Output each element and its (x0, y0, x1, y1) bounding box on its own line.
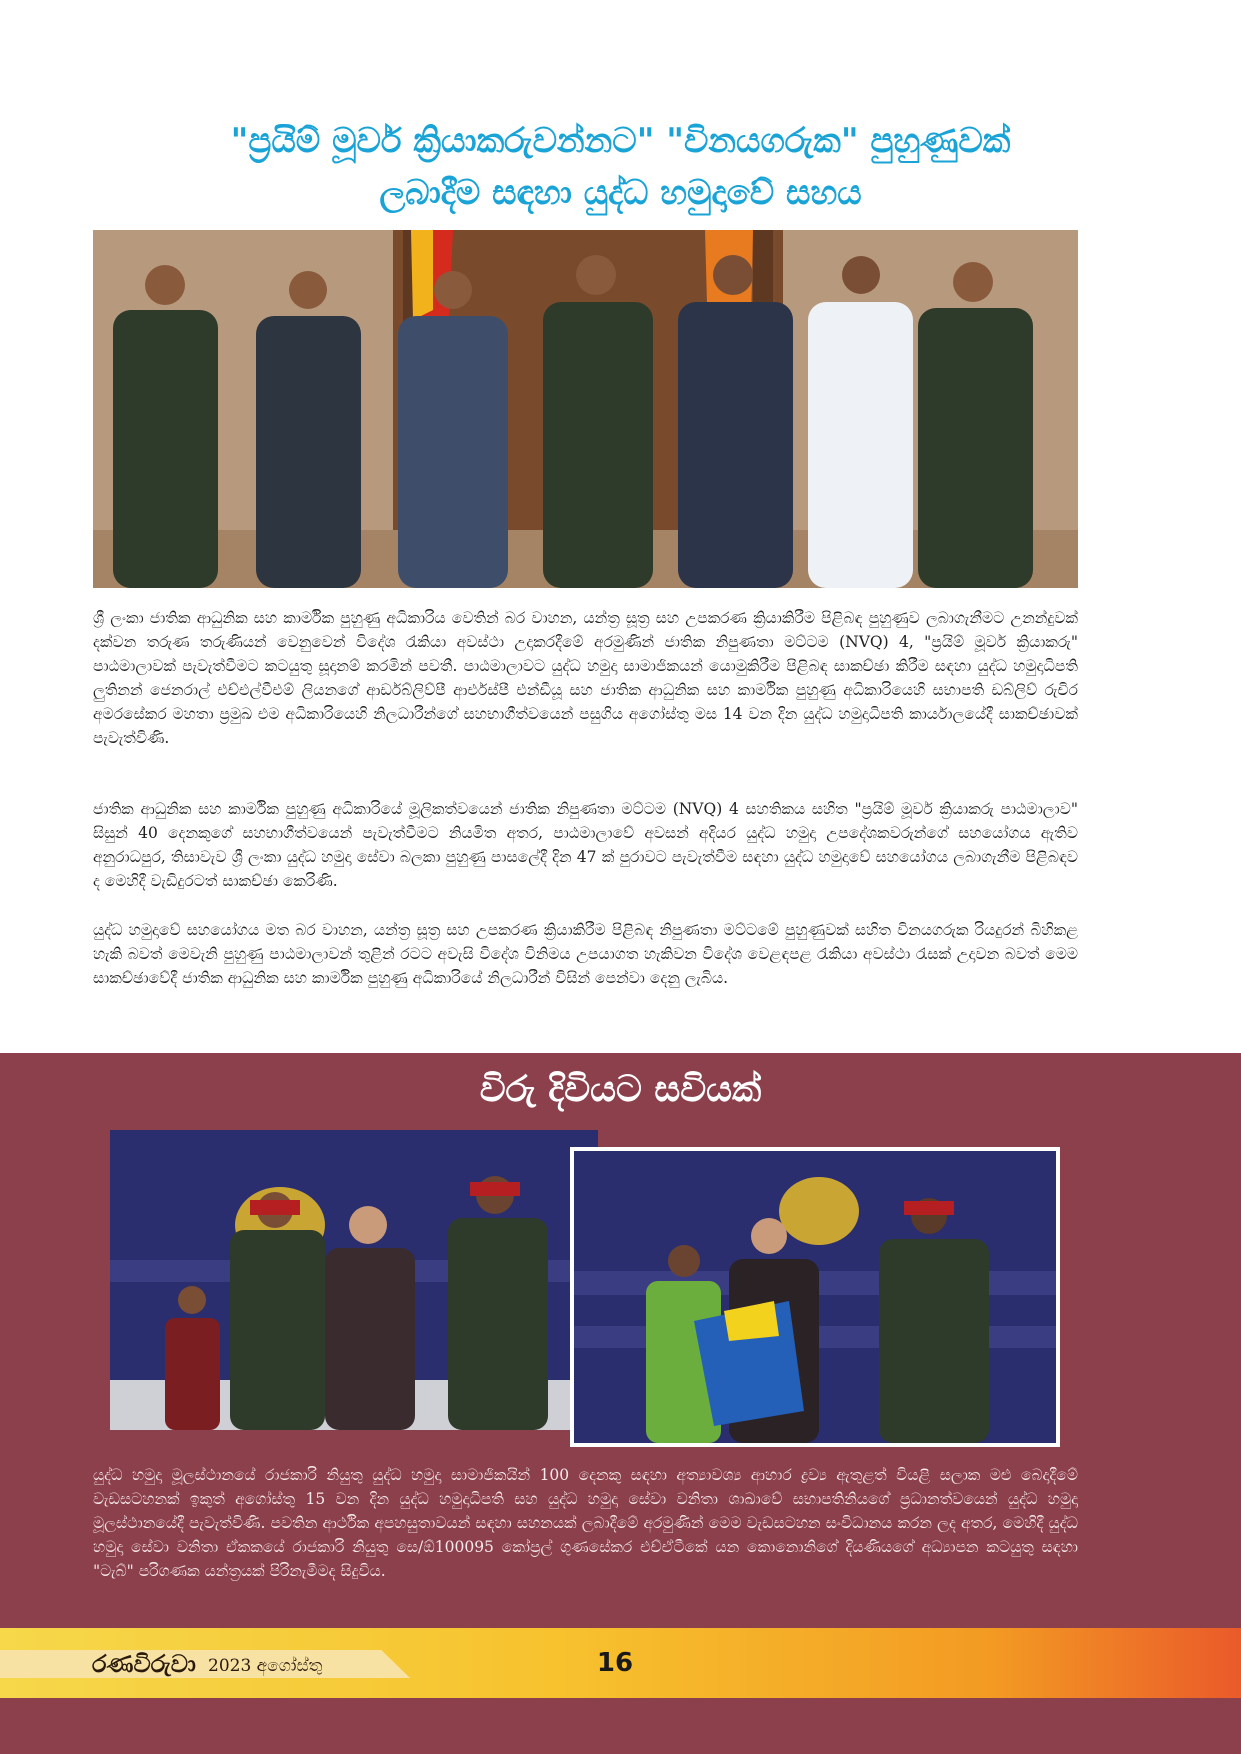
article-title (60, 115, 1181, 219)
article-title-line-2: ලබාදීම සඳහා යුද්ධ හමුදාවේ සහය (379, 173, 862, 213)
group-photo (93, 230, 1078, 588)
donation-photo-left (110, 1130, 598, 1430)
feature-paragraph: යුද්ධ හමුදා මූලස්ථානයේ රාජකාරි නියුතු යුද්ධ හමුදා සාමාජිකයින් 100 දෙනකු සඳහා අත්‍යාවශ්‍ය ආහාර ද්‍රව්‍ය ඇතුළත් වියළි සලාක මළු බෙදාදීමේ වැඩසටහනක් ඉකුත් අගෝස්තු 15 වන දින යුද්ධ හමුදාධිපති සහ යුද්ධ හමුදා සේවා වනිතා ශාඛාවේ සභාපතිනියගේ ප්‍රධානත්වයෙන් යුද්ධ හමුදා මූලස්ථානයේදී පැවැත්විණි. පවතින ආර්ථික අපහසුතාවයන් සඳහා සහනයක් ලබාදීමේ අරමුණින් මෙම වැඩසටහන සංවිධානය කරන ලද අතර, මෙහිදී යුද්ධ හමුදා සේවා වනිතා ඒකකයේ රාජකාරි නියුතු සෙ/ඕ100095 කෝප්‍රල් ගුණසේකර එච්ඒටීකේ යන කොනොනිගේ දියණියගේ අධ්‍යාපන කටයුතු සඳහා "ටැබ්" පරිගණක යන්ත්‍රයක් පිරිනැමීමද සිදුවිය. (93, 1466, 1078, 1580)
article-title-line-1: "ප්‍රයිම් මූවර් ක්‍රියාකරුවන්නට" "විනයගරුක" පුහුණුවක් (230, 121, 1011, 161)
article-paragraph-1: ශ්‍රී ලංකා ජාතික ආධුනික සහ කාර්මික පුහුණු අධිකාරිය වෙතින් බර වාහන, යන්ත්‍ර සූත්‍ර සහ උපකරණ ක්‍රියාකිරීම පිළිබඳ පුහුණුව ලබාගැනීමට උනන්දුවක් දක්වන තරුණ තරුණියන් වෙනුවෙන් විදේශ රැකියා අවස්ථා උදාකරදීමේ අරමුණින් ජාතික නිපුණතා මට්ටම (NVQ) 4, "ප්‍රයිම් මූවර් ක්‍රියාකරු" පාඨමාලාවක් පැවැත්වීමට කටයුතු සූදානම් කරමින් පවතී. පාඨමාලාවට යුද්ධ හමුදා සාමාජිකයන් යොමුකිරීම පිළිබඳ සාකච්ඡා කිරීම සඳහා යුද්ධ හමුදාධිපති ලුතිනන් ජෙනරාල් එච්එල්වීඑම් ලියනගේ ආර්ඩබ්ලිව්පී ආර්එස්පී එන්ඩීයූ සහ ජාතික ආධුනික සහ කාර්මික පුහුණු අධිකාරියෙහි සභාපති ඩබ්ලිව් රුචිර අමරසේකර මහතා ප්‍රමුඛ එම අධිකාරියෙහි නිලධාරීන්ගේ සහභාගීත්වයෙන් පසුගිය අගෝස්තු මස 14 වන දින යුද්ධ හමුදාධිපති කාර්යාලයේදී සාකච්ඡාවක් පැවැත්විණි. (93, 609, 1078, 747)
article-paragraph-3: යුද්ධ හමුදාවේ සහයෝගය මත බර වාහන, යන්ත්‍ර සූත්‍ර සහ උපකරණ ක්‍රියාකිරීම පිළිබඳ නිපුණතා මට්ටමේ පුහුණුවක් සහිත විනයගරුක රියදුරන් බිහිකළ හැකි බවත් මෙවැනි පුහුණු පාඨමාලාවන් තුළින් රටට අවැසි විදේශ විනිමය උපයාගත හැකිවන විදේශ වෙළඳපළ රැකියා අවස්ථා රැසක් උදාවන බවත් මෙම සාකච්ඡාවේදී ජාතික ආධුනික සහ කාර්මික පුහුණු අධිකාරියේ නිලධාරීන් විසින් පෙන්වා දෙනු ලැබිය. (93, 921, 1078, 987)
footer-tab (0, 1650, 410, 1678)
donation-photo-right (570, 1147, 1060, 1447)
issue-date: 2023 අගෝස්තු (208, 1656, 323, 1676)
magazine-name: රණවිරුවා (92, 1650, 196, 1678)
article-paragraph-2: ජාතික ආධුනික සහ කාර්මික පුහුණු අධිකාරියේ මූලිකත්වයෙන් ජාතික නිපුණතා මට්ටම (NVQ) 4 සහතිකය සහිත "ප්‍රයිම් මූවර් ක්‍රියාකරු පාඨමාලාව" සිසුන් 40 දෙනකුගේ සහභාගීත්වයෙන් පැවැත්වීමට නියමිත අතර, පාඨමාලාවේ අවසන් අදියර යුද්ධ හමුදා උපදේශකවරුන්ගේ සහයෝගය ඇතිව අනුරාධපුර, තිසාවැව ශ්‍රී ලංකා යුද්ධ හමුදා සේවා බලකා පුහුණු පාසලේදී දින 47 ක් පුරාවට පැවැත්වීම සඳහා යුද්ධ හමුදාවේ සහයෝගය ලබාගැනීම පිළිබඳව ද මෙහිදී වැඩිදුරටත් සාකච්ඡා කෙරිණි. (93, 800, 1078, 890)
section-title: විරු දිවියට සවියක් (479, 1069, 762, 1110)
page-number: 16 (596, 1648, 634, 1678)
